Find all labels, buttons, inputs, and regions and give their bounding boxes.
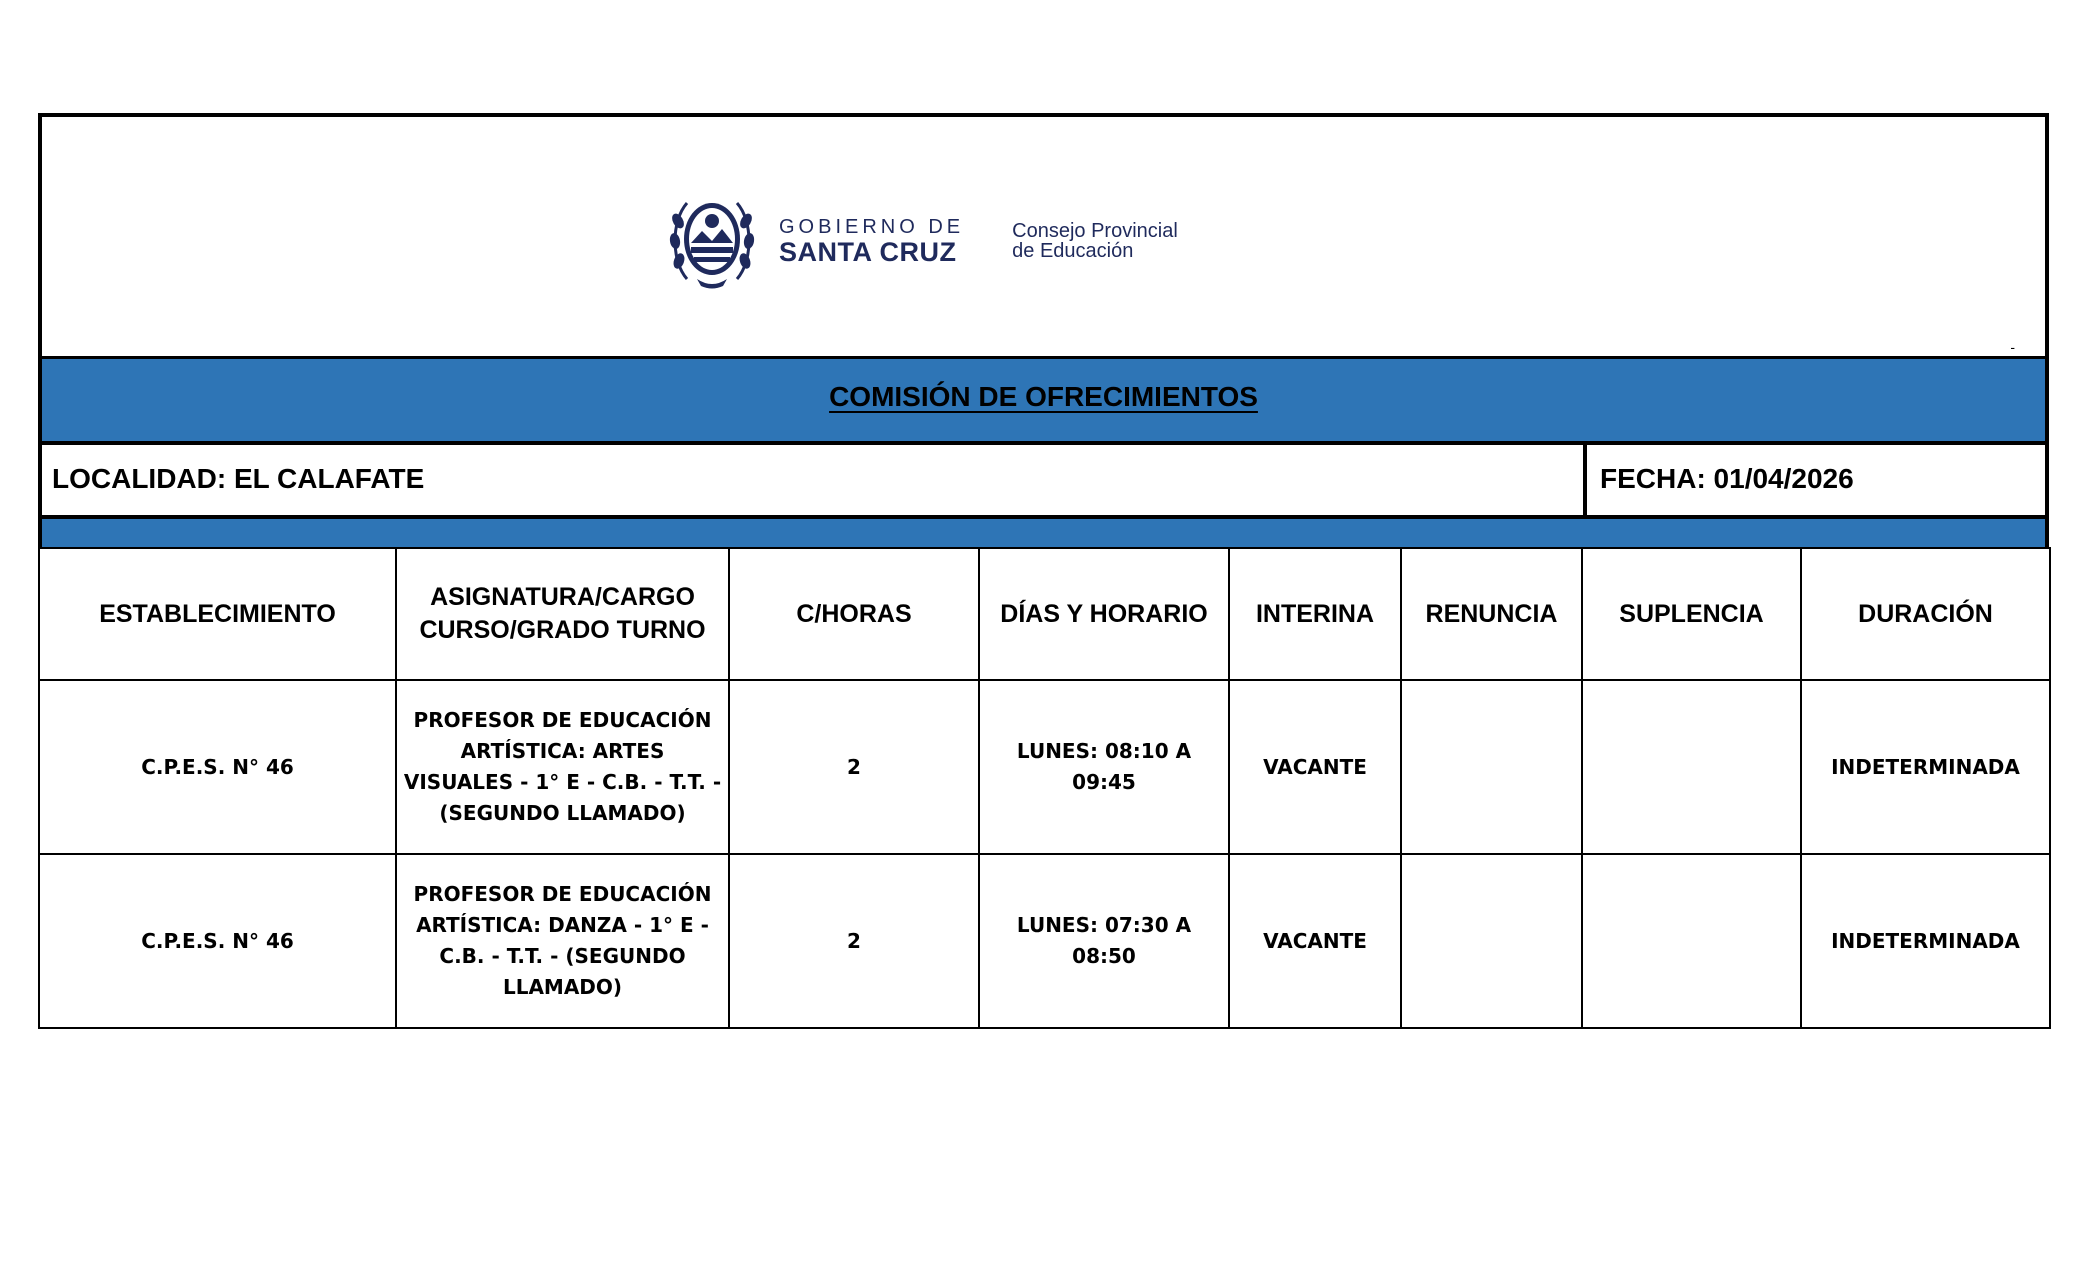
cell-horas: 2 (729, 680, 979, 854)
col-asignatura: ASIGNATURA/CARGO CURSO/GRADO TURNO (396, 548, 729, 680)
cell-horario: LUNES: 07:30 A 08:50 (979, 854, 1229, 1028)
title-bar (38, 359, 2049, 445)
cell-duracion: INDETERMINADA (1801, 680, 2050, 854)
cell-asignatura: PROFESOR DE EDUCACIÓN ARTÍSTICA: DANZA - 1° E - C.B. - T.T. - (SEGUNDO LLAMADO) (396, 854, 729, 1028)
offers-table (38, 547, 2051, 1029)
location-divider (1583, 445, 1587, 515)
cell-asignatura: PROFESOR DE EDUCACIÓN ARTÍSTICA: ARTES VISUALES - 1° E - C.B. - T.T. - (SEGUNDO LLAMADO) (396, 680, 729, 854)
location-label: LOCALIDAD: EL CALAFATE (52, 463, 425, 494)
cell-interina: VACANTE (1229, 854, 1401, 1028)
corner-mark: - (2010, 339, 2015, 355)
col-horas: C/HORAS (729, 548, 979, 680)
cell-duracion: INDETERMINADA (1801, 854, 2050, 1028)
cell-horas: 2 (729, 854, 979, 1028)
gov-line2: SANTA CRUZ (779, 237, 957, 267)
col-horario: DÍAS Y HORARIO (979, 548, 1229, 680)
council-line2: de Educación (1012, 240, 1134, 262)
cell-establecimiento: C.P.E.S. N° 46 (39, 854, 396, 1028)
table-header-row (39, 548, 2050, 680)
col-establecimiento: ESTABLECIMIENTO (39, 548, 396, 680)
document-title: COMISIÓN DE OFRECIMIENTOS (829, 381, 1258, 412)
cell-horario: LUNES: 08:10 A 09:45 (979, 680, 1229, 854)
cell-suplencia (1582, 680, 1801, 854)
location-date-row (38, 445, 2049, 519)
letterhead (38, 113, 2049, 359)
cell-interina: VACANTE (1229, 680, 1401, 854)
council-wordmark (1012, 221, 1178, 261)
province-seal-icon (667, 191, 757, 291)
col-interina: INTERINA (1229, 548, 1401, 680)
col-duracion: DURACIÓN (1801, 548, 2050, 680)
gov-line1: GOBIERNO DE (779, 216, 965, 238)
separator-strip (38, 519, 2049, 549)
col-suplencia: SUPLENCIA (1582, 548, 1801, 680)
table-row (39, 854, 2050, 1028)
government-wordmark (779, 216, 964, 266)
government-logo (667, 191, 1178, 291)
table-row (39, 680, 2050, 854)
cell-renuncia (1401, 680, 1582, 854)
col-renuncia: RENUNCIA (1401, 548, 1582, 680)
council-line1: Consejo Provincial (1012, 220, 1178, 242)
cell-renuncia (1401, 854, 1582, 1028)
date-label: FECHA: 01/04/2026 (1600, 463, 1854, 494)
cell-establecimiento: C.P.E.S. N° 46 (39, 680, 396, 854)
cell-suplencia (1582, 854, 1801, 1028)
document-title-wrap (42, 381, 2045, 413)
